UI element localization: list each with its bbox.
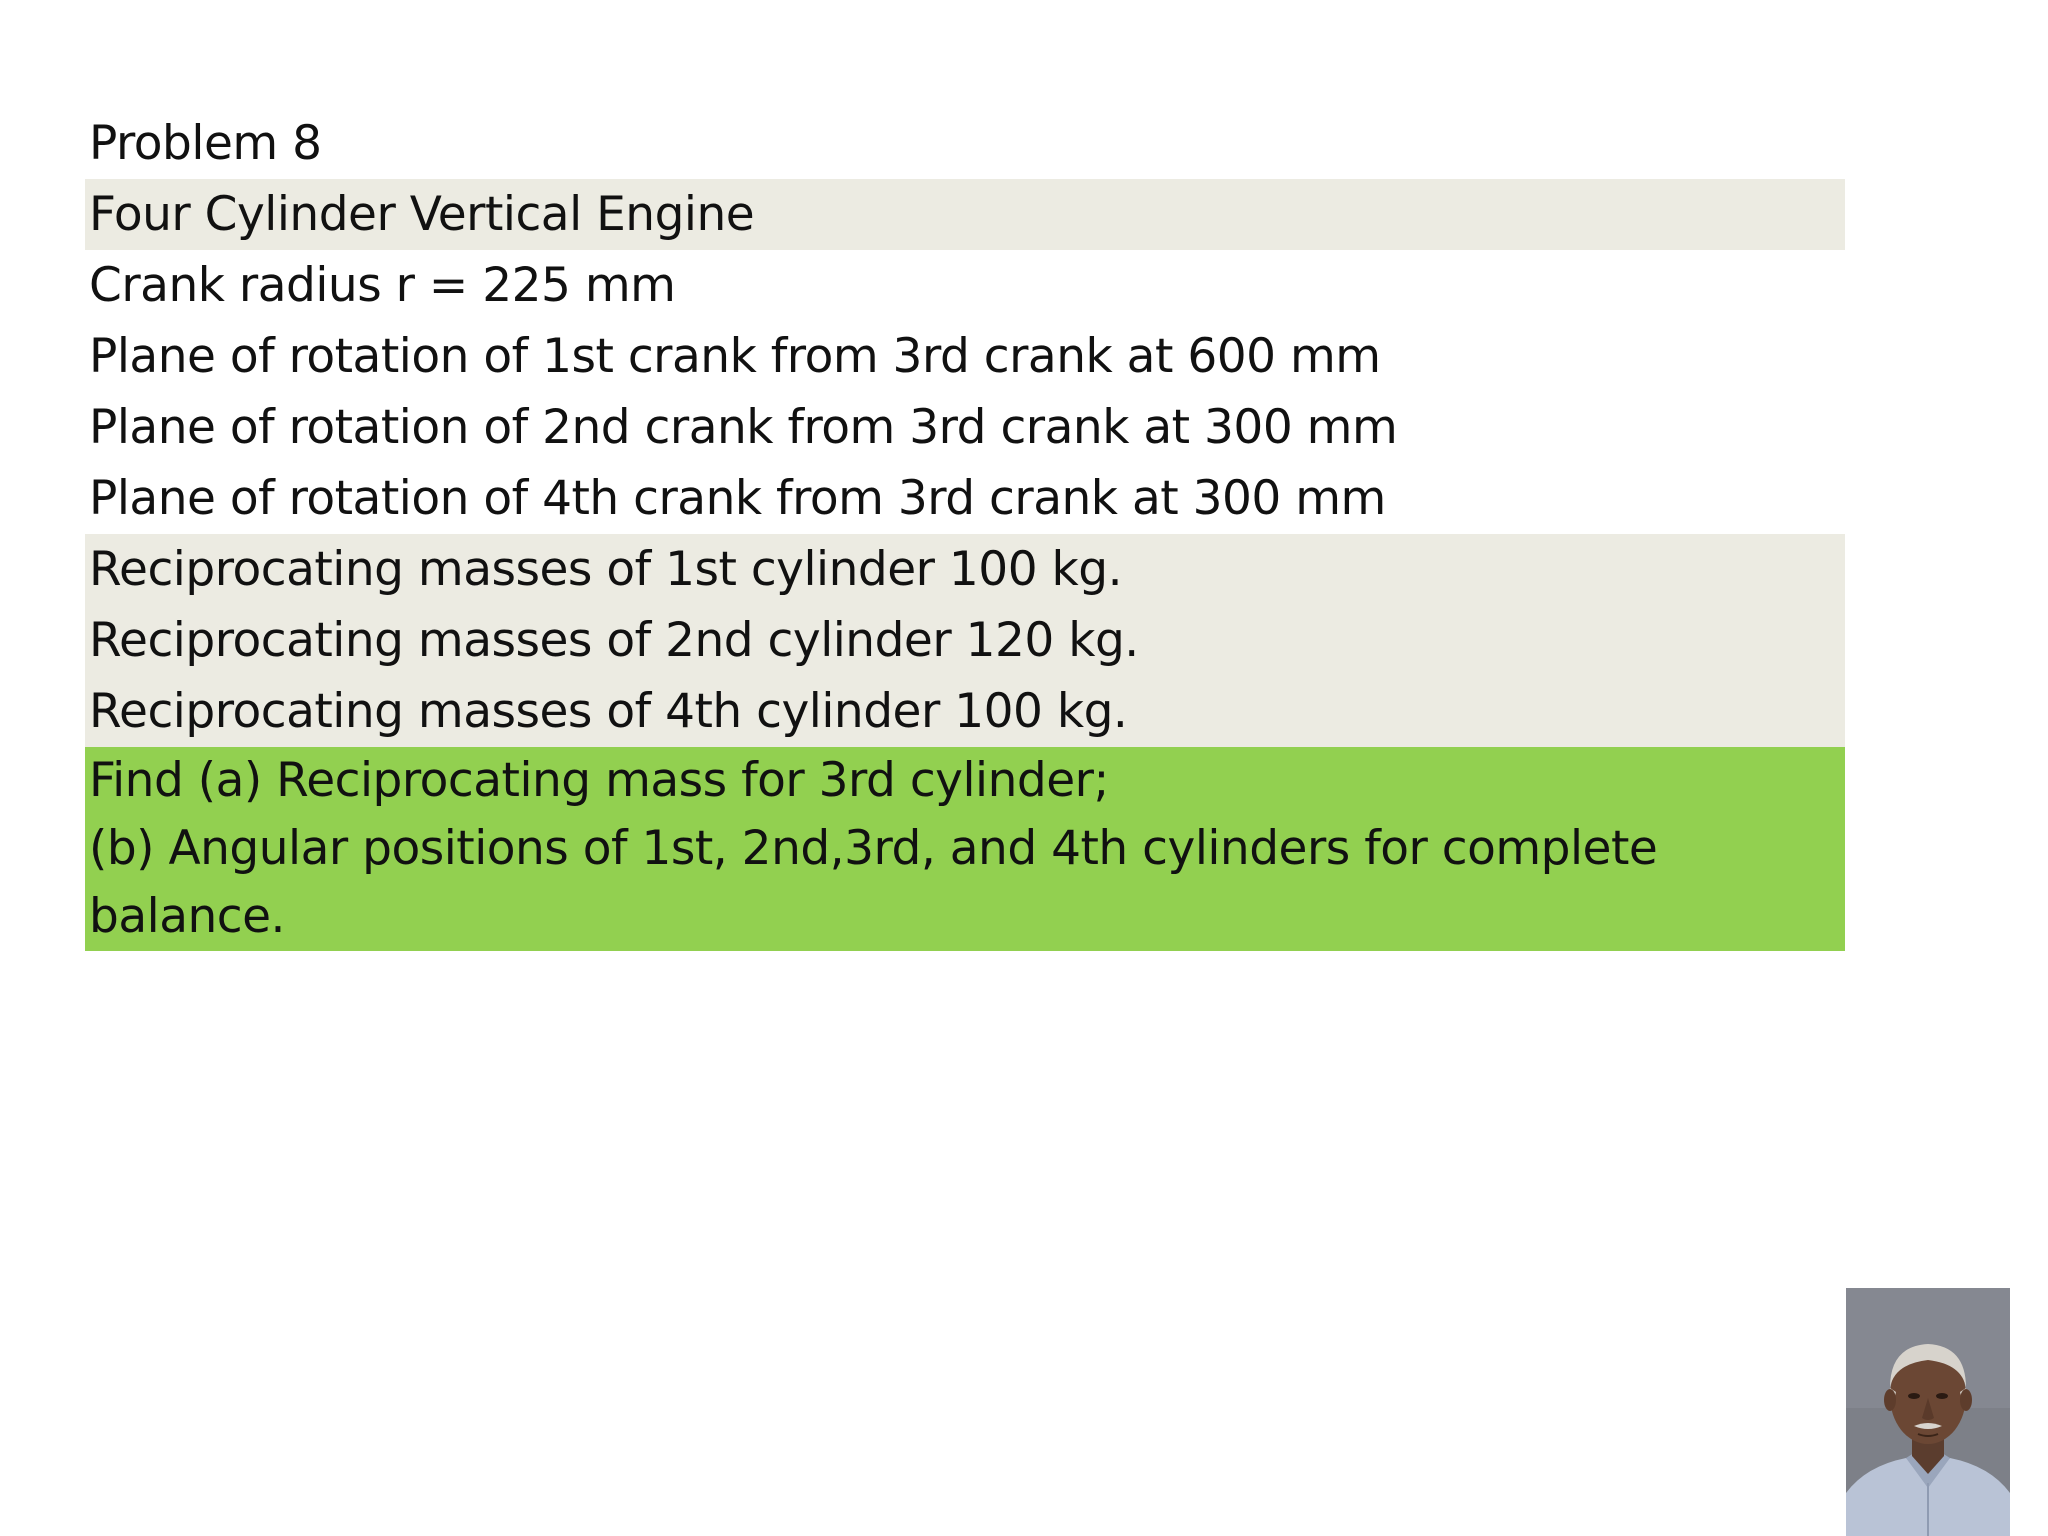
presenter-webcam-thumbnail <box>1846 1288 2010 1536</box>
plane-4th-crank: Plane of rotation of 4th crank from 3rd crank at 300 mm <box>89 471 1386 526</box>
masses-band <box>85 534 1845 747</box>
mass-1st-cylinder: Reciprocating masses of 1st cylinder 100 kg. <box>89 542 1123 597</box>
find-part-b: (b) Angular positions of 1st, 2nd,3rd, and 4th cylinders for complete <box>89 821 1658 876</box>
mass-2nd-cylinder: Reciprocating masses of 2nd cylinder 120 kg. <box>89 613 1139 668</box>
plane-2nd-crank: Plane of rotation of 2nd crank from 3rd crank at 300 mm <box>89 400 1398 455</box>
find-band <box>85 747 1845 951</box>
plane-1st-crank: Plane of rotation of 1st crank from 3rd crank at 600 mm <box>89 329 1381 384</box>
engine-band <box>85 179 1845 250</box>
find-part-a: Find (a) Reciprocating mass for 3rd cylinder; <box>89 753 1109 808</box>
engine-type: Four Cylinder Vertical Engine <box>89 187 755 242</box>
problem-statement <box>85 108 1845 951</box>
find-part-b-continued: balance. <box>89 889 285 944</box>
problem-heading: Problem 8 <box>89 116 322 171</box>
crank-radius: Crank radius r = 225 mm <box>89 258 676 313</box>
presenter-photo <box>1846 1288 2010 1536</box>
mass-4th-cylinder: Reciprocating masses of 4th cylinder 100 kg. <box>89 684 1128 739</box>
